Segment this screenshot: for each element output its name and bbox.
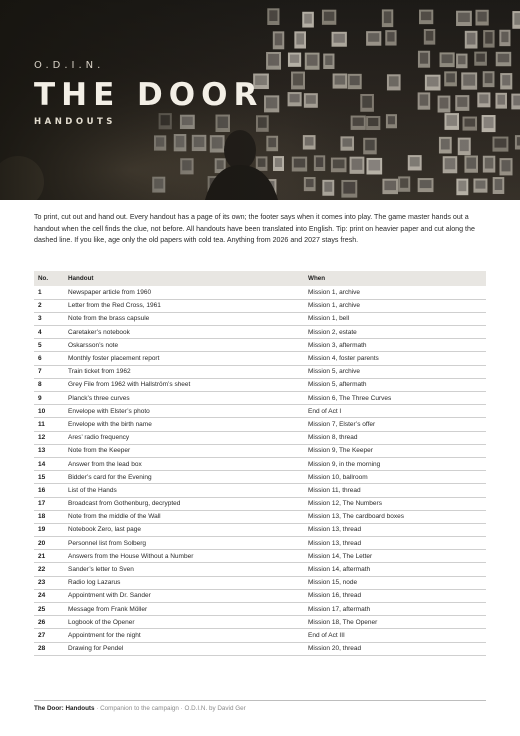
cell-when: Mission 8, thread — [304, 431, 486, 444]
cell-handout: Newspaper article from 1960 — [64, 286, 304, 299]
table-row — [34, 510, 486, 523]
cell-number: 14 — [34, 457, 64, 470]
cell-number: 3 — [34, 312, 64, 325]
cell-number: 17 — [34, 497, 64, 510]
intro-paragraph: To print, cut out and hand out. Every handout has a page of its own; the footer says when it comes into play. The game master hands out a handout when the cell finds the clue, not before. All handouts have been translated into English. Tip: print on heavier paper and cut along the dashed line. If you like, age only the old papers with cold tea. Anything from 2026 and 2027 stays fresh. — [34, 213, 475, 244]
cell-number: 20 — [34, 537, 64, 550]
cell-number: 15 — [34, 471, 64, 484]
cell-handout: List of the Hands — [64, 484, 304, 497]
cell-handout: Notebook Zero, last page — [64, 523, 304, 536]
cell-handout: Personnel list from Solberg — [64, 537, 304, 550]
cell-when: Mission 6, The Three Curves — [304, 392, 486, 405]
table-row — [34, 537, 486, 550]
cell-number: 23 — [34, 576, 64, 589]
cell-handout: Caretaker’s notebook — [64, 326, 304, 339]
cell-number: 16 — [34, 484, 64, 497]
cell-handout: Note from the Keeper — [64, 444, 304, 457]
footer-divider — [34, 700, 486, 701]
cell-when: Mission 13, thread — [304, 537, 486, 550]
cell-when: Mission 17, aftermath — [304, 603, 486, 616]
cell-number: 11 — [34, 418, 64, 431]
cell-number: 13 — [34, 444, 64, 457]
cell-when: Mission 10, ballroom — [304, 471, 486, 484]
cell-handout: Envelope with Elster’s photo — [64, 405, 304, 418]
table-row — [34, 431, 486, 444]
cell-number: 1 — [34, 286, 64, 299]
cell-when: Mission 14, The Letter — [304, 550, 486, 563]
table-row — [34, 378, 486, 391]
cell-number: 21 — [34, 550, 64, 563]
cell-when: Mission 14, aftermath — [304, 563, 486, 576]
cell-handout: Note from the brass capsule — [64, 312, 304, 325]
cell-when: Mission 4, foster parents — [304, 352, 486, 365]
table-row — [34, 642, 486, 655]
cell-when: Mission 13, thread — [304, 523, 486, 536]
cell-handout: Grey File from 1962 with Hallström’s sheet — [64, 378, 304, 391]
cell-handout: Letter from the Red Cross, 1961 — [64, 299, 304, 312]
table-row — [34, 392, 486, 405]
cell-handout: Appointment with Dr. Sander — [64, 589, 304, 602]
cell-handout: Answer from the lead box — [64, 457, 304, 470]
cell-handout: Note from the middle of the Wall — [64, 510, 304, 523]
cell-when: Mission 9, The Keeper — [304, 444, 486, 457]
cell-handout: Message from Frank Möller — [64, 603, 304, 616]
cell-number: 18 — [34, 510, 64, 523]
cell-handout: Appointment for the night — [64, 629, 304, 642]
table-row — [34, 484, 486, 497]
cell-handout: Monthly foster placement report — [64, 352, 304, 365]
cell-number: 27 — [34, 629, 64, 642]
cell-number: 12 — [34, 431, 64, 444]
table-row — [34, 629, 486, 642]
cell-when: Mission 20, thread — [304, 642, 486, 655]
table-row — [34, 444, 486, 457]
footer-credit: · Companion to the campaign · O.D.I.N. by David Ger — [94, 705, 246, 712]
cell-number: 2 — [34, 299, 64, 312]
cell-when: Mission 9, in the morning — [304, 457, 486, 470]
cell-when: End of Act III — [304, 629, 486, 642]
table-row — [34, 550, 486, 563]
cell-handout: Drawing for Pendel — [64, 642, 304, 655]
table-row — [34, 312, 486, 325]
cell-number: 4 — [34, 326, 64, 339]
cell-handout: Train ticket from 1962 — [64, 365, 304, 378]
hero-text — [34, 60, 263, 127]
table-row — [34, 497, 486, 510]
cell-number: 9 — [34, 392, 64, 405]
cell-number: 10 — [34, 405, 64, 418]
table-row — [34, 418, 486, 431]
table-row — [34, 616, 486, 629]
cell-number: 7 — [34, 365, 64, 378]
cell-number: 22 — [34, 563, 64, 576]
table-header-row — [34, 271, 486, 286]
table-row — [34, 603, 486, 616]
cell-when: Mission 16, thread — [304, 589, 486, 602]
cell-handout: Oskarsson’s note — [64, 339, 304, 352]
column-header-handout: Handout — [64, 271, 304, 286]
cell-number: 5 — [34, 339, 64, 352]
table-row — [34, 299, 486, 312]
cell-handout: Answers from the House Without a Number — [64, 550, 304, 563]
table-row — [34, 286, 486, 299]
cell-when: Mission 18, The Opener — [304, 616, 486, 629]
table-row — [34, 576, 486, 589]
cell-when: Mission 3, aftermath — [304, 339, 486, 352]
cell-when: Mission 5, aftermath — [304, 378, 486, 391]
cell-handout: Bidder’s card for the Evening — [64, 471, 304, 484]
table-row — [34, 405, 486, 418]
cell-number: 8 — [34, 378, 64, 391]
table-row — [34, 457, 486, 470]
cell-number: 28 — [34, 642, 64, 655]
handout-table — [34, 271, 486, 656]
cell-when: End of Act I — [304, 405, 486, 418]
table-row — [34, 365, 486, 378]
cell-handout: Logbook of the Opener — [64, 616, 304, 629]
column-header-when: When — [304, 271, 486, 286]
cell-handout: Radio log Lazarus — [64, 576, 304, 589]
cell-number: 25 — [34, 603, 64, 616]
cell-number: 24 — [34, 589, 64, 602]
cell-number: 19 — [34, 523, 64, 536]
cell-handout: Sander’s letter to Sven — [64, 563, 304, 576]
table-row — [34, 352, 486, 365]
cell-when: Mission 13, The cardboard boxes — [304, 510, 486, 523]
table-row — [34, 471, 486, 484]
cell-when: Mission 1, bell — [304, 312, 486, 325]
cell-handout: Broadcast from Gothenburg, decrypted — [64, 497, 304, 510]
table-row — [34, 523, 486, 536]
cell-handout: Envelope with the birth name — [64, 418, 304, 431]
hero-kicker: O.D.I.N. — [34, 60, 105, 71]
table-body — [34, 286, 486, 655]
cell-when: Mission 15, node — [304, 576, 486, 589]
table-row — [34, 563, 486, 576]
cell-when: Mission 11, thread — [304, 484, 486, 497]
cell-when: Mission 1, archive — [304, 299, 486, 312]
cell-when: Mission 1, archive — [304, 286, 486, 299]
column-header-no: No. — [34, 271, 64, 286]
page-title: THE DOOR — [34, 77, 264, 113]
table-row — [34, 589, 486, 602]
cell-handout: Planck’s three curves — [64, 392, 304, 405]
page-subtitle: HANDOUTS — [34, 117, 116, 127]
cell-when: Mission 7, Elster’s offer — [304, 418, 486, 431]
cell-number: 6 — [34, 352, 64, 365]
cell-handout: Ares’ radio frequency — [64, 431, 304, 444]
page-footer — [34, 705, 246, 712]
cell-number: 26 — [34, 616, 64, 629]
table-row — [34, 339, 486, 352]
table-row — [34, 326, 486, 339]
cell-when: Mission 5, archive — [304, 365, 486, 378]
cell-when: Mission 2, estate — [304, 326, 486, 339]
footer-title: The Door: Handouts — [34, 705, 95, 712]
hero-banner — [0, 0, 520, 200]
cell-when: Mission 12, The Numbers — [304, 497, 486, 510]
